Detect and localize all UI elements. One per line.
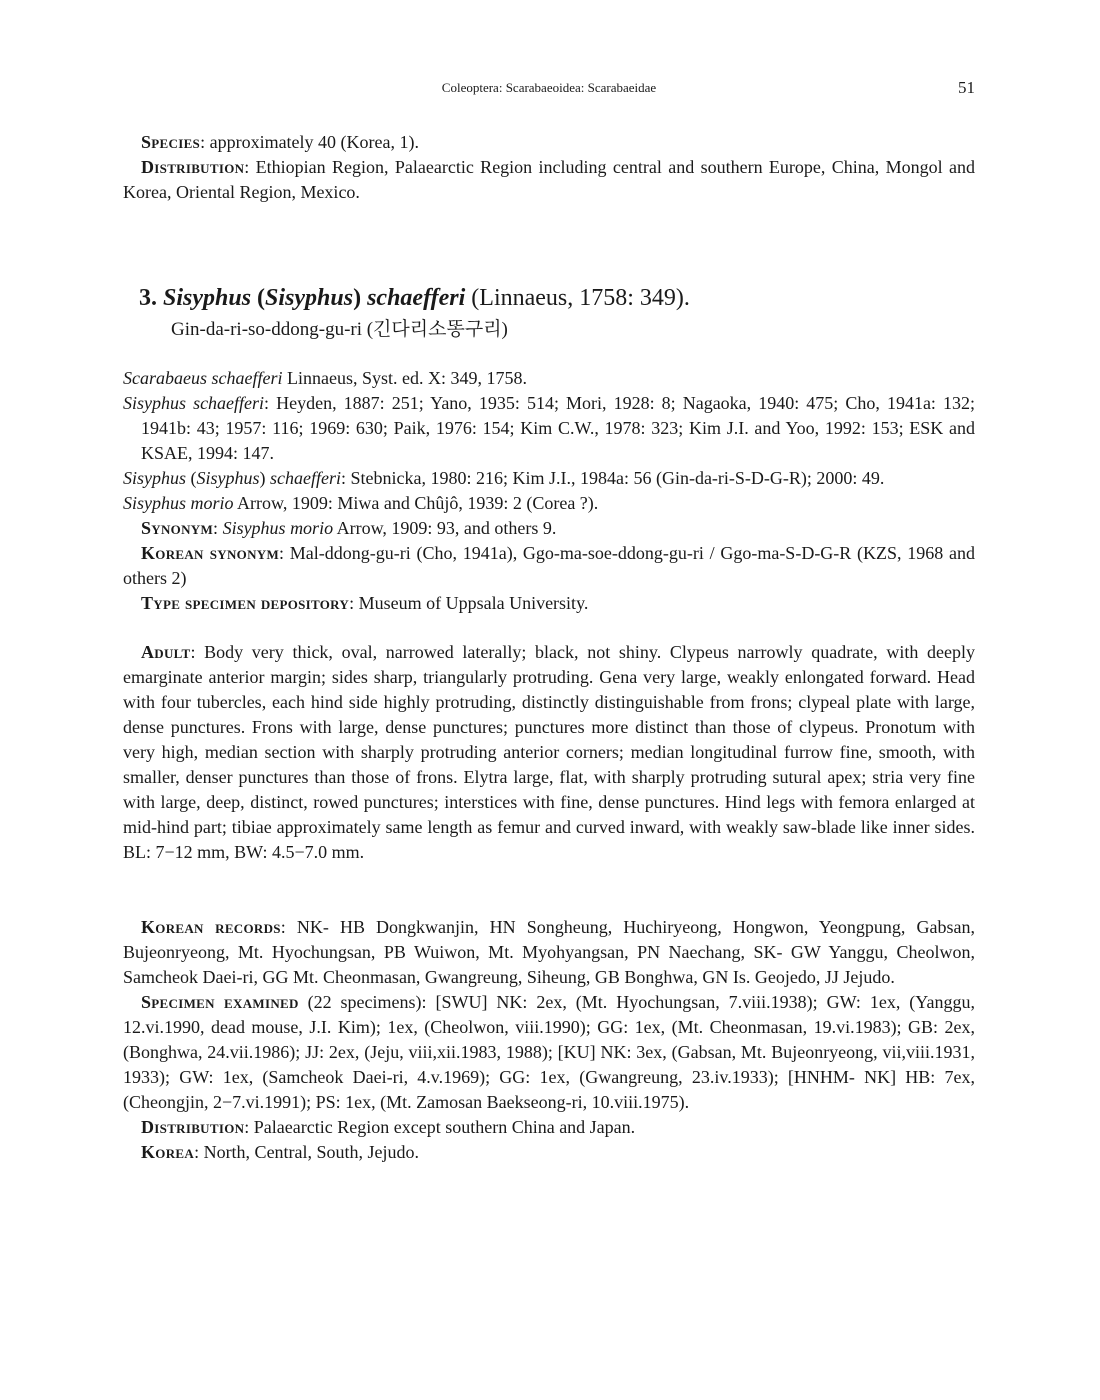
page-number: 51	[958, 78, 975, 97]
citation-text: : Heyden, 1887: 251; Yano, 1935: 514; Mori, 1928: 8; Nagaoka, 1940: 475; Cho, 1941a: 132; 1941b: 43; 1957: 116; 1969: 630; Paik, 1976: 154; Kim C.W., 1978: 323; Kim J.I. and Yoo, 1992: 153; ESK and KSAE, 1994: 147.	[141, 393, 975, 463]
taxon-name: Scarabaeus schaefferi	[123, 368, 283, 388]
paren-close: )	[353, 285, 368, 311]
korean-synonym-text: : Mal-ddong-gu-ri (Cho, 1941a), Ggo-ma-soe-ddong-gu-ri / Ggo-ma-S-D-G-R (KZS, 1968 and others 2)	[123, 543, 975, 588]
distribution-text: : Palaearctic Region except southern China and Japan.	[244, 1117, 636, 1137]
korea-text: : North, Central, South, Jejudo.	[194, 1142, 420, 1162]
species-authority: (Linnaeus, 1758: 349).	[465, 285, 690, 311]
species-number: 3.	[139, 285, 157, 311]
epithet-name: schaefferi	[367, 285, 466, 311]
records-section	[123, 915, 975, 1165]
taxon-name: Sisyphus	[196, 468, 260, 488]
specimen-label: Specimen examined	[141, 992, 299, 1012]
korea-label: Korea	[141, 1142, 195, 1162]
adult-label: Adult	[141, 642, 191, 662]
synonymy-entry	[123, 391, 975, 466]
type-text: : Museum of Uppsala University.	[349, 593, 589, 613]
korean-records-text: : NK- HB Dongkwanjin, HN Songheung, Huchiryeong, Hongwon, Yeongpung, Gabsan, Bujeonryeong, Mt. Hyochungsan, PB Wuiwon, Mt. Myohyangsan, PN Naechang, SK- GW Yanggu, Cheolwon, Samcheok Daei-ri, GG Mt. Cheonmasan, Gwangreung, Siheung, GB Bonghwa, GN Is. Geojedo, JJ Jejudo.	[123, 917, 975, 987]
species-label: Species	[141, 132, 201, 152]
korean-synonym-paragraph	[123, 541, 975, 591]
citation-text: Linnaeus, Syst. ed. X: 349, 1758.	[282, 368, 527, 388]
running-title: Coleoptera: Scarabaeoidea: Scarabaeidae	[441, 80, 657, 95]
korean-records-label: Korean records	[141, 917, 281, 937]
distribution-label: Distribution	[141, 157, 245, 177]
type-label: Type specimen depository	[141, 593, 350, 613]
adult-text: : Body very thick, oval, narrowed laterally; black, not shiny. Clypeus narrowly quadrate, with deeply emarginate anterior margin; sides sharp, triangularly protruding. Gena very large, weakly enlongated forward. Head with four tubercles, each hind side highly protruding, distinctly distinguishable from frons; clypeal plate with large, dense punctures. Frons with large, dense punctures; punctures more distinct than those of clypeus. Pronotum with very high, median section with sharply protruding anterior corners; median longitudinal furrow fine, smooth, with smaller, denser punctures than those of frons. Elytra large, flat, with sharply protruding sutural apex; stria very fine with large, deep, distinct, rowed punctures; interstices with fine, dense punctures. Hind legs with femora enlarged at mid-hind part; tibiae approximately same length as femur and curved inward, with weakly saw-blade like inner sides. BL: 7−12 mm, BW: 4.5−7.0 mm.	[123, 642, 975, 862]
paren-open: (	[186, 468, 197, 488]
taxon-name: Sisyphus schaefferi	[123, 393, 265, 413]
colon: :	[213, 518, 223, 538]
species-title	[139, 283, 975, 313]
species-count-paragraph	[123, 130, 975, 155]
taxon-name: Sisyphus morio	[123, 493, 234, 513]
specimen-text: (22 specimens): [SWU] NK: 2ex, (Mt. Hyochungsan, 7.viii.1938); GW: 1ex, (Yanggu, 12.vi.1990, dead mouse, J.I. Kim); 1ex, (Cheolwon, viii.1990); GG: 1ex, (Mt. Cheonmasan, 19.vi.1983); GB: 2ex, (Bonghwa, 24.vii.1986); JJ: 2ex, (Jeju, viii,xii.1983, 1988); [KU] NK: 3ex, (Gabsan, Mt. Bujeonryeong, vii,viii.1931, 1933); GW: 1ex, (Samcheok Daei-ri, 4.v.1969); GG: 1ex, (Gwangreung, 23.iv.1933); [HNHM- NK] HB: 7ex, (Cheongjin, 2−7.vi.1991); PS: 1ex, (Mt. Zamosan Baekseong-ri, 10.viii.1975).	[123, 992, 975, 1112]
vernacular-name: Gin-da-ri-so-ddong-gu-ri (긴다리소똥구리)	[171, 319, 508, 340]
synonym-paragraph	[123, 516, 975, 541]
synonymy-entry	[123, 466, 975, 491]
paren-open: (	[251, 285, 266, 311]
paren-close: )	[259, 468, 270, 488]
korea-paragraph	[123, 1140, 975, 1165]
genus-name: Sisyphus	[163, 285, 252, 311]
type-depository-paragraph	[123, 591, 975, 616]
synonymy-section	[123, 366, 975, 616]
species-text: : approximately 40 (Korea, 1).	[200, 132, 420, 152]
adult-description	[123, 640, 975, 865]
taxon-name: schaefferi	[270, 468, 341, 488]
korean-records-paragraph	[123, 915, 975, 990]
species-heading	[139, 283, 975, 345]
synonym-label: Synonym	[141, 518, 214, 538]
synonymy-entry	[123, 491, 975, 516]
running-head	[123, 78, 975, 98]
specimen-paragraph	[123, 990, 975, 1115]
distribution-text: : Ethiopian Region, Palaearctic Region including central and southern Europe, China, Mongol and Korea, Oriental Region, Mexico.	[123, 157, 975, 202]
adult-paragraph	[123, 640, 975, 865]
taxon-name: Sisyphus	[123, 468, 186, 488]
synonym-text: Arrow, 1909: 93, and others 9.	[333, 518, 557, 538]
citation-text: Arrow, 1909: Miwa and Chûjô, 1939: 2 (Corea ?).	[233, 493, 599, 513]
distribution-label: Distribution	[141, 1117, 245, 1137]
genus-info	[123, 130, 975, 205]
taxon-name: Sisyphus morio	[222, 518, 334, 538]
synonymy-entry	[123, 366, 975, 391]
species-distribution-paragraph	[123, 1115, 975, 1140]
subgenus-name: Sisyphus	[265, 285, 354, 311]
citation-text: : Stebnicka, 1980: 216; Kim J.I., 1984a: 56 (Gin-da-ri-S-D-G-R); 2000: 49.	[340, 468, 885, 488]
korean-synonym-label: Korean synonym	[141, 543, 280, 563]
genus-distribution-paragraph	[123, 155, 975, 205]
